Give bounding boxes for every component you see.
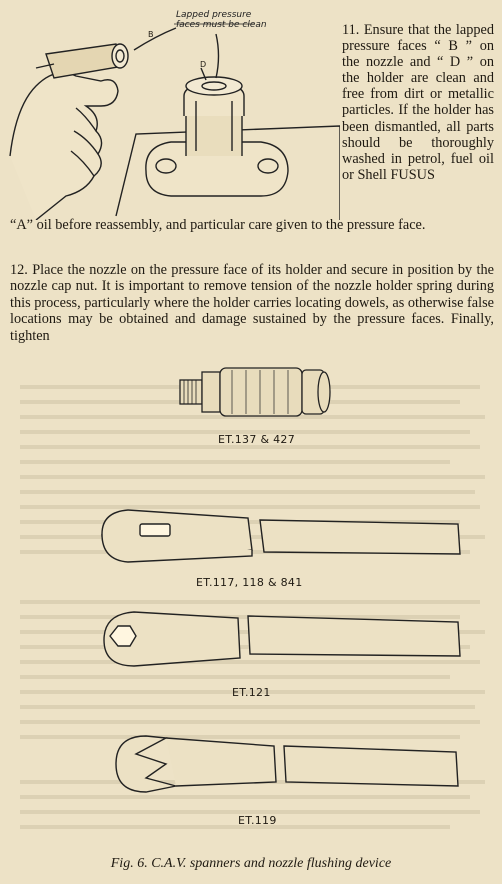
tool-label-et117: ET.117, 118 & 841: [196, 576, 303, 589]
label-b: B: [148, 30, 154, 39]
spanner-et119-drawing: [106, 730, 464, 800]
flushing-device-drawing: [176, 362, 336, 424]
paragraph-11-continued: “A” oil before reassembly, and particular care given to the pressure face.: [10, 217, 426, 233]
figure-caption: Fig. 6. C.A.V. spanners and nozzle flushing device: [110, 856, 392, 871]
nozzle-holder-illustration: [6, 6, 340, 220]
lapped-faces-label: Lapped pressure faces must be clean: [176, 10, 267, 30]
tool-label-et137: ET.137 & 427: [218, 433, 296, 446]
label-d: D: [200, 60, 207, 69]
spanner-et121-drawing: [100, 608, 466, 674]
tool-label-et119: ET.119: [238, 814, 277, 827]
tool-label-et121: ET.121: [232, 686, 271, 699]
paragraph-11: 11. Ensure that the lapped pressure faces “ B ” on the nozzle and “ D ” on the holder are clean and free from dirt or metallic particles. If the holder has been dismantled, all parts should be thoroughly washed in petrol, fuel oil or Shell FUSUS: [342, 22, 494, 183]
spanner-et117-drawing: [98, 500, 466, 570]
paragraph-12: 12. Place the nozzle on the pressure face of its holder and secure in position by the nozzle cap nut. It is important to remove tension of the nozzle holder spring during this process, particularly where the holder carries locating dowels, as otherwise false locations may be obtained and damage sustained by the pressure faces. Finally, tighten: [10, 262, 494, 344]
